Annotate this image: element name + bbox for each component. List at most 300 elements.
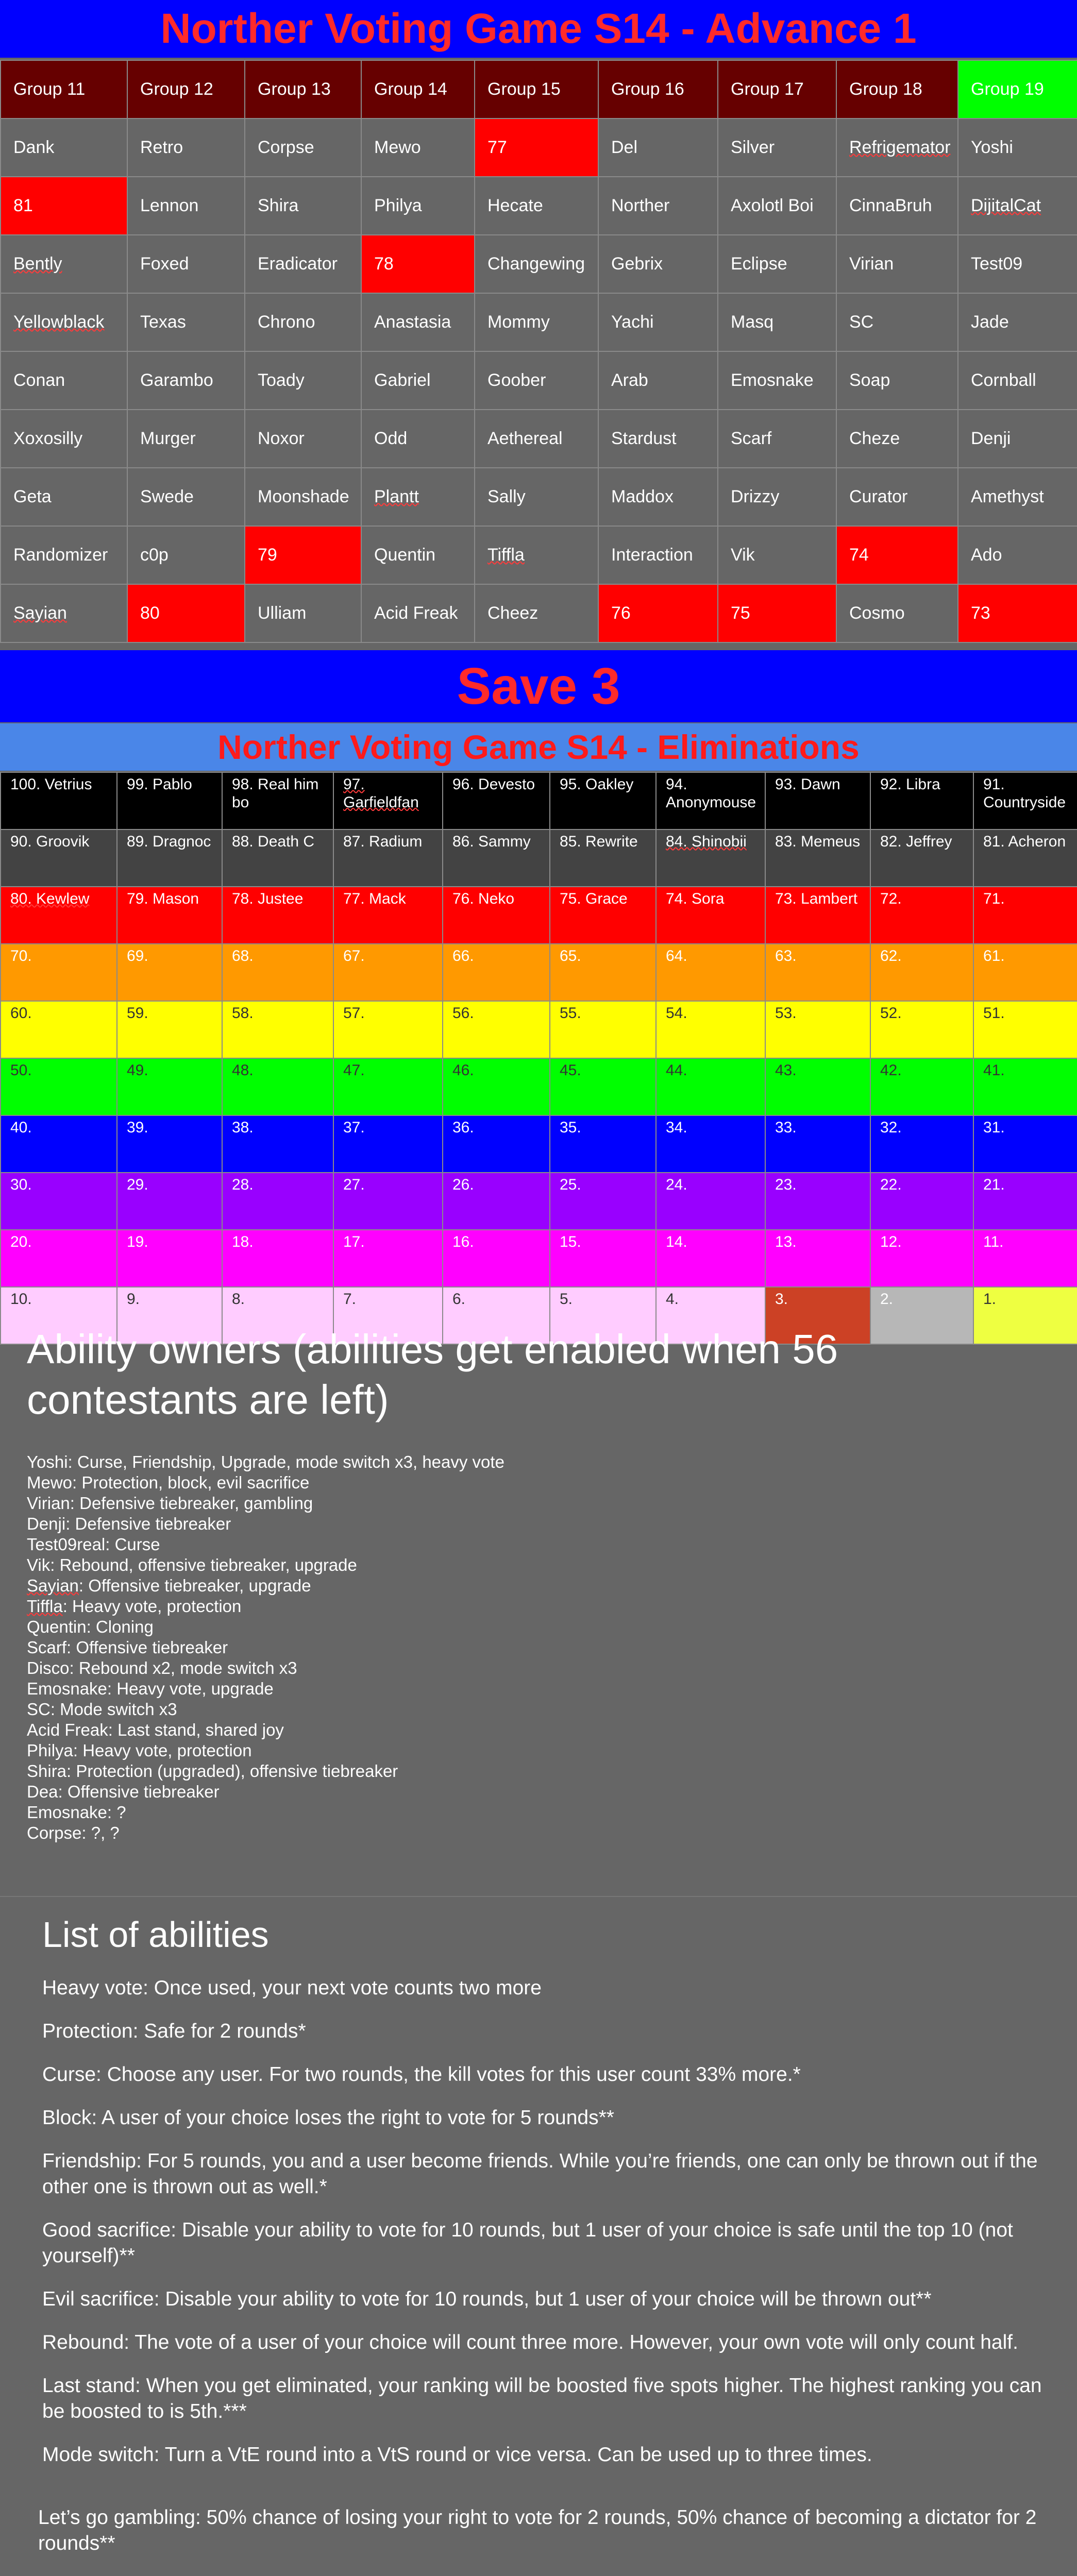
elimination-cell <box>870 1001 973 1058</box>
advance-cell-text: SC <box>849 312 874 332</box>
elimination-cell <box>443 1230 550 1287</box>
advance-cell-text: Cheze <box>849 429 900 448</box>
elimination-cell <box>333 1058 443 1115</box>
advance-cell <box>718 177 836 235</box>
elimination-cell <box>222 1001 333 1058</box>
elimination-cell-text: 69. <box>127 947 148 964</box>
advance-cell-text: 74 <box>849 545 869 565</box>
elimination-cell <box>1 1173 117 1230</box>
elimination-cell <box>870 772 973 829</box>
advance-cell-text: Arab <box>611 370 648 390</box>
group-header: Group 13 <box>245 60 361 118</box>
elimination-cell <box>117 1173 222 1230</box>
group-header: Group 16 <box>598 60 718 118</box>
elimination-cell-text: 33. <box>775 1119 797 1136</box>
elimination-cell <box>973 1115 1077 1173</box>
elimination-cell-text: 34. <box>666 1119 687 1136</box>
elimination-cell <box>973 829 1077 887</box>
elimination-row <box>1 772 1077 829</box>
elimination-cell-text: 2. <box>880 1291 894 1308</box>
advance-cell-text: Acid Freak <box>374 603 458 623</box>
ability-owners-section <box>27 1324 1057 1843</box>
advance-cell-text: Gebrix <box>611 254 663 274</box>
elimination-cell-text: 93. Dawn <box>775 776 840 793</box>
advance-cell <box>1 118 127 177</box>
advance-cell-text: Moonshade <box>258 487 349 506</box>
advance-cell-text: Anastasia <box>374 312 451 332</box>
advance-cell <box>598 293 718 351</box>
advance-cell <box>836 468 958 526</box>
elimination-cell <box>550 1001 656 1058</box>
advance-cell-text: Conan <box>13 370 65 390</box>
elimination-row <box>1 1115 1077 1173</box>
advance-cell-text: Dank <box>13 138 55 157</box>
advance-cell <box>127 526 245 584</box>
elimination-cell <box>333 772 443 829</box>
advance-cell <box>475 410 598 468</box>
advance-cell <box>598 410 718 468</box>
elimination-cell-text: 91. Countryside <box>983 776 1066 811</box>
advance-cell-text: Quentin <box>374 545 436 565</box>
advance-cell-text: Denji <box>971 429 1011 448</box>
elimination-cell-text: 88. Death C <box>232 833 315 850</box>
advance-row <box>1 584 1077 642</box>
elimination-cell-text: 62. <box>880 947 902 964</box>
elimination-cell <box>870 944 973 1001</box>
elimination-cell-text: 56. <box>452 1005 474 1022</box>
advance-cell <box>361 118 475 177</box>
eliminations-table <box>0 772 1077 1345</box>
ability-owner-line: Disco: Rebound x2, mode switch x3 <box>27 1658 297 1677</box>
elimination-cell-text: 72. <box>880 890 902 907</box>
advance-cell <box>718 351 836 410</box>
advance-cell <box>718 118 836 177</box>
elimination-cell <box>550 1230 656 1287</box>
advance-cell-text: Cosmo <box>849 603 905 623</box>
ability-owner-line: Emosnake: Heavy vote, upgrade <box>27 1679 274 1698</box>
ability-owner-line: Tiffla: Heavy vote, protection <box>27 1597 242 1616</box>
elimination-cell <box>117 1115 222 1173</box>
advance-row <box>1 468 1077 526</box>
advance-cell-text: Norther <box>611 196 670 215</box>
advance-cell <box>598 526 718 584</box>
advance-cell-text: Yellowblack <box>13 312 105 332</box>
elimination-cell <box>656 772 765 829</box>
elimination-cell <box>222 1173 333 1230</box>
elimination-cell-text: 17. <box>343 1233 365 1250</box>
advance-cell-text: Stardust <box>611 429 677 448</box>
elimination-cell <box>765 772 870 829</box>
advance-cell <box>836 351 958 410</box>
advance-row <box>1 410 1077 468</box>
advance-cell-text: Bently <box>13 254 62 274</box>
ability-owner-line: Emosnake: ? <box>27 1803 126 1822</box>
save-banner <box>0 650 1077 722</box>
advance-cell-text: Test09 <box>971 254 1023 274</box>
advance-cell <box>245 118 361 177</box>
save-banner-text: Save 3 <box>457 657 620 715</box>
advance-cell-text: 77 <box>487 138 507 157</box>
elimination-cell-text: 18. <box>232 1233 254 1250</box>
advance-title-banner <box>0 0 1077 58</box>
elimination-cell <box>1 944 117 1001</box>
elimination-cell-text: 47. <box>343 1062 365 1079</box>
eliminations-title: Norther Voting Game S14 - Eliminations <box>217 728 860 766</box>
advance-cell-text: Soap <box>849 370 890 390</box>
elimination-cell-text: 44. <box>666 1062 687 1079</box>
elimination-cell-text: 98. Real him bo <box>232 776 319 811</box>
advance-cell <box>127 293 245 351</box>
advance-cell-text: Changewing <box>487 254 585 274</box>
elimination-cell <box>1 829 117 887</box>
elimination-cell <box>973 1001 1077 1058</box>
elimination-cell-text: 57. <box>343 1005 365 1022</box>
elimination-cell <box>443 1001 550 1058</box>
elimination-cell-text: 11. <box>983 1233 1004 1250</box>
elimination-cell-text: 49. <box>127 1062 148 1079</box>
advance-cell-text: Virian <box>849 254 894 274</box>
advance-cell <box>836 293 958 351</box>
elimination-cell-text: 58. <box>232 1005 254 1022</box>
advance-cell <box>598 118 718 177</box>
advance-cell-text: Amethyst <box>971 487 1044 506</box>
advance-cell-text: 81 <box>13 196 33 215</box>
elimination-cell-text: 87. Radium <box>343 833 423 850</box>
elimination-cell <box>333 1230 443 1287</box>
advance-cell <box>718 468 836 526</box>
advance-cell-text: Garambo <box>140 370 213 390</box>
elimination-cell-text: 6. <box>452 1291 466 1308</box>
advance-cell-text: Maddox <box>611 487 674 506</box>
advance-cell <box>475 526 598 584</box>
ability-item: Last stand: When you get eliminated, your ranking will be boosted five spots higher. The highest ranking you can be boosted to is 5th.*** <box>42 2375 1042 2422</box>
advance-cell-text: 76 <box>611 603 631 623</box>
elimination-cell-text: 83. Memeus <box>775 833 861 850</box>
group-header: Group 15 <box>475 60 598 118</box>
elimination-cell <box>1 1115 117 1173</box>
advance-cell-text: Odd <box>374 429 408 448</box>
elimination-row <box>1 887 1077 944</box>
elimination-cell <box>550 944 656 1001</box>
elimination-cell-text: 80. Kewlew <box>10 890 90 907</box>
advance-cell <box>127 235 245 293</box>
elimination-cell <box>1 887 117 944</box>
advance-cell <box>361 177 475 235</box>
advance-cell <box>598 235 718 293</box>
advance-table <box>0 60 1077 643</box>
ability-item: Rebound: The vote of a user of your choice will count three more. However, your own vote will only count half. <box>42 2331 1018 2353</box>
advance-cell-text: Toady <box>258 370 305 390</box>
elimination-cell-text: 20. <box>10 1233 32 1250</box>
advance-cell <box>245 468 361 526</box>
advance-cell-text: Corpse <box>258 138 314 157</box>
advance-cell <box>1 293 127 351</box>
elimination-cell-text: 54. <box>666 1005 687 1022</box>
advance-row <box>1 526 1077 584</box>
elimination-cell-text: 43. <box>775 1062 797 1079</box>
elimination-row <box>1 1058 1077 1115</box>
advance-cell <box>127 468 245 526</box>
elimination-cell <box>656 1230 765 1287</box>
ability-item: Let’s go gambling: 50% chance of losing your right to vote for 2 rounds, 50% chance of becoming a dictator for 2 rounds** <box>38 2506 1037 2554</box>
ability-item: Curse: Choose any user. For two rounds, the kill votes for this user count 33% more.* <box>42 2063 801 2086</box>
advance-cell <box>718 526 836 584</box>
elimination-cell-text: 31. <box>983 1119 1005 1136</box>
advance-cell <box>1 235 127 293</box>
advance-cell-text: Chrono <box>258 312 315 332</box>
elimination-cell-text: 12. <box>880 1233 902 1250</box>
elimination-cell-text: 29. <box>127 1176 148 1193</box>
elimination-cell-text: 66. <box>452 947 474 964</box>
advance-cell-text: Xoxosilly <box>13 429 83 448</box>
ability-owner-line: Scarf: Offensive tiebreaker <box>27 1638 228 1657</box>
ability-item: Heavy vote: Once used, your next vote counts two more <box>42 1977 542 1999</box>
elimination-row <box>1 944 1077 1001</box>
advance-cell <box>836 526 958 584</box>
elimination-cell <box>333 1115 443 1173</box>
advance-cell <box>361 468 475 526</box>
advance-cell <box>361 293 475 351</box>
elimination-cell-text: 7. <box>343 1291 357 1308</box>
elimination-cell <box>550 1173 656 1230</box>
elimination-cell <box>222 944 333 1001</box>
elimination-cell <box>765 829 870 887</box>
advance-cell-text: Silver <box>731 138 775 157</box>
elimination-cell-text: 85. Rewrite <box>560 833 638 850</box>
advance-cell <box>245 526 361 584</box>
elimination-cell <box>870 887 973 944</box>
advance-row <box>1 351 1077 410</box>
elimination-cell <box>550 829 656 887</box>
advance-cell-text: Del <box>611 138 638 157</box>
advance-cell-text: Refrigemator <box>849 138 951 157</box>
advance-cell-text: Noxor <box>258 429 305 448</box>
elimination-cell <box>765 1058 870 1115</box>
advance-cell-text: c0p <box>140 545 169 565</box>
abilities-section <box>38 1911 1042 2576</box>
elimination-cell-text: 27. <box>343 1176 365 1193</box>
elimination-row <box>1 1173 1077 1230</box>
advance-cell <box>958 410 1077 468</box>
elimination-cell <box>1 1058 117 1115</box>
elimination-cell <box>333 1001 443 1058</box>
elimination-cell-text: 60. <box>10 1005 32 1022</box>
owner-name: Tiffla <box>27 1597 63 1616</box>
elimination-cell <box>656 1001 765 1058</box>
advance-cell-text: Swede <box>140 487 194 506</box>
elimination-cell-text: 16. <box>452 1233 474 1250</box>
advance-cell <box>127 351 245 410</box>
elimination-cell-text: 82. Jeffrey <box>880 833 952 850</box>
advance-cell <box>836 118 958 177</box>
elimination-cell <box>222 829 333 887</box>
advance-cell-text: Tiffla <box>487 545 525 565</box>
elimination-cell <box>443 1115 550 1173</box>
advance-cell <box>475 118 598 177</box>
advance-cell <box>475 177 598 235</box>
advance-cell-text: CinnaBruh <box>849 196 932 215</box>
elimination-cell-text: 4. <box>666 1291 679 1308</box>
elimination-cell <box>333 944 443 1001</box>
elimination-cell-text: 9. <box>127 1291 140 1308</box>
advance-cell <box>475 235 598 293</box>
elimination-cell <box>656 887 765 944</box>
elimination-cell-text: 79. Mason <box>127 890 199 907</box>
elimination-cell-text: 13. <box>775 1233 797 1250</box>
advance-cell <box>245 293 361 351</box>
elimination-cell-text: 76. Neko <box>452 890 515 907</box>
advance-cell <box>475 293 598 351</box>
elimination-cell <box>656 1058 765 1115</box>
advance-cell-text: Cheez <box>487 603 538 623</box>
elimination-cell-text: 74. Sora <box>666 890 725 907</box>
advance-cell-text: Plantt <box>374 487 419 506</box>
elimination-cell-text: 22. <box>880 1176 902 1193</box>
elimination-cell <box>870 1173 973 1230</box>
advance-cell-text: Lennon <box>140 196 199 215</box>
advance-row <box>1 177 1077 235</box>
advance-cell-text: Mewo <box>374 138 421 157</box>
elimination-cell-text: 63. <box>775 947 797 964</box>
advance-cell-text: Eradicator <box>258 254 338 274</box>
advance-row <box>1 118 1077 177</box>
elimination-cell <box>765 887 870 944</box>
ability-owner-line: Virian: Defensive tiebreaker, gambling <box>27 1494 313 1513</box>
advance-cell <box>958 351 1077 410</box>
elimination-cell-text: 55. <box>560 1005 581 1022</box>
elimination-cell <box>443 887 550 944</box>
advance-cell <box>245 584 361 642</box>
advance-cell <box>958 468 1077 526</box>
elimination-cell <box>222 1115 333 1173</box>
advance-cell-text: Aethereal <box>487 429 563 448</box>
elimination-cell-text: 64. <box>666 947 687 964</box>
advance-cell <box>245 177 361 235</box>
elimination-cell <box>973 887 1077 944</box>
elimination-cell-text: 75. Grace <box>560 890 628 907</box>
advance-cell <box>1 526 127 584</box>
advance-cell-text: Masq <box>731 312 774 332</box>
elimination-cell-text: 84. Shinobii <box>666 833 747 850</box>
elimination-cell <box>443 772 550 829</box>
advance-cell <box>598 468 718 526</box>
elimination-cell-text: 45. <box>560 1062 581 1079</box>
elimination-cell <box>973 1230 1077 1287</box>
elimination-cell-text: 14. <box>666 1233 687 1250</box>
elimination-cell-text: 68. <box>232 947 254 964</box>
elimination-cell <box>765 1115 870 1173</box>
advance-cell <box>1 468 127 526</box>
advance-cell <box>361 526 475 584</box>
elimination-cell <box>117 887 222 944</box>
advance-cell <box>127 410 245 468</box>
ability-item: Protection: Safe for 2 rounds* <box>42 2020 306 2042</box>
advance-cell <box>718 235 836 293</box>
advance-cell-text: Ado <box>971 545 1002 565</box>
elimination-cell <box>333 829 443 887</box>
ability-owner-line: Yoshi: Curse, Friendship, Upgrade, mode switch x3, heavy vote <box>27 1452 504 1471</box>
elimination-cell <box>656 829 765 887</box>
advance-cell-text: Goober <box>487 370 546 390</box>
elimination-cell-text: 95. Oakley <box>560 776 634 793</box>
elimination-cell-text: 71. <box>983 890 1005 907</box>
advance-cell-text: Yachi <box>611 312 654 332</box>
advance-cell-text: Hecate <box>487 196 543 215</box>
elimination-cell <box>117 772 222 829</box>
elimination-cell-text: 25. <box>560 1176 581 1193</box>
ability-owners-list <box>27 1452 1057 1843</box>
advance-title: Norther Voting Game S14 - Advance 1 <box>160 5 917 52</box>
advance-cell-text: Drizzy <box>731 487 780 506</box>
elimination-cell <box>333 887 443 944</box>
advance-cell <box>475 584 598 642</box>
advance-cell-text: 79 <box>258 545 277 565</box>
elimination-cell-text: 42. <box>880 1062 902 1079</box>
advance-cell-text: Texas <box>140 312 186 332</box>
elimination-cell <box>870 1058 973 1115</box>
elimination-cell <box>550 887 656 944</box>
advance-cell-text: Foxed <box>140 254 189 274</box>
elimination-cell <box>973 944 1077 1001</box>
advance-row <box>1 235 1077 293</box>
advance-cell-text: DijitalCat <box>971 196 1041 215</box>
elimination-cell <box>443 829 550 887</box>
advance-cell-text: Geta <box>13 487 52 506</box>
elimination-row <box>1 1001 1077 1058</box>
elimination-cell <box>656 1173 765 1230</box>
elimination-cell-text: 21. <box>983 1176 1005 1193</box>
elimination-cell <box>1 772 117 829</box>
elimination-cell-text: 8. <box>232 1291 245 1308</box>
elimination-cell <box>1 1001 117 1058</box>
advance-cell <box>958 177 1077 235</box>
advance-cell-text: Eclipse <box>731 254 787 274</box>
elimination-cell-text: 67. <box>343 947 365 964</box>
ability-item: Mode switch: Turn a VtE round into a VtS round or vice versa. Can be used up to three times. <box>42 2444 872 2466</box>
advance-cell-text: Sally <box>487 487 526 506</box>
elimination-cell <box>117 1001 222 1058</box>
elimination-cell-text: 10. <box>10 1291 32 1308</box>
elimination-row <box>1 1230 1077 1287</box>
elimination-cell-text: 1. <box>983 1291 997 1308</box>
elimination-cell-text: 96. Devesto <box>452 776 535 793</box>
elimination-cell <box>973 772 1077 829</box>
abilities-list <box>38 1975 1042 2576</box>
advance-cell <box>958 118 1077 177</box>
ability-owner-line: Acid Freak: Last stand, shared joy <box>27 1720 284 1739</box>
elimination-cell <box>870 1115 973 1173</box>
ability-owner-line: Shira: Protection (upgraded), offensive tiebreaker <box>27 1761 398 1781</box>
advance-cell-text: Mommy <box>487 312 550 332</box>
elimination-cell <box>765 1230 870 1287</box>
advance-cell-text: Emosnake <box>731 370 814 390</box>
elimination-cell <box>443 1173 550 1230</box>
elimination-cell-text: 41. <box>983 1062 1005 1079</box>
advance-cell <box>127 118 245 177</box>
advance-cell <box>598 177 718 235</box>
elimination-cell-text: 89. Dragnoc <box>127 833 211 850</box>
ability-owner-line: Mewo: Protection, block, evil sacrifice <box>27 1473 310 1492</box>
elimination-cell-text: 48. <box>232 1062 254 1079</box>
group-header: Group 18 <box>836 60 958 118</box>
elimination-cell-text: 28. <box>232 1176 254 1193</box>
ability-owner-line: Sayian: Offensive tiebreaker, upgrade <box>27 1576 311 1595</box>
advance-cell <box>475 468 598 526</box>
group-header: Group 17 <box>718 60 836 118</box>
elimination-cell <box>550 1058 656 1115</box>
elimination-cell-text: 15. <box>560 1233 581 1250</box>
elimination-cell-text: 81. Acheron <box>983 833 1066 850</box>
